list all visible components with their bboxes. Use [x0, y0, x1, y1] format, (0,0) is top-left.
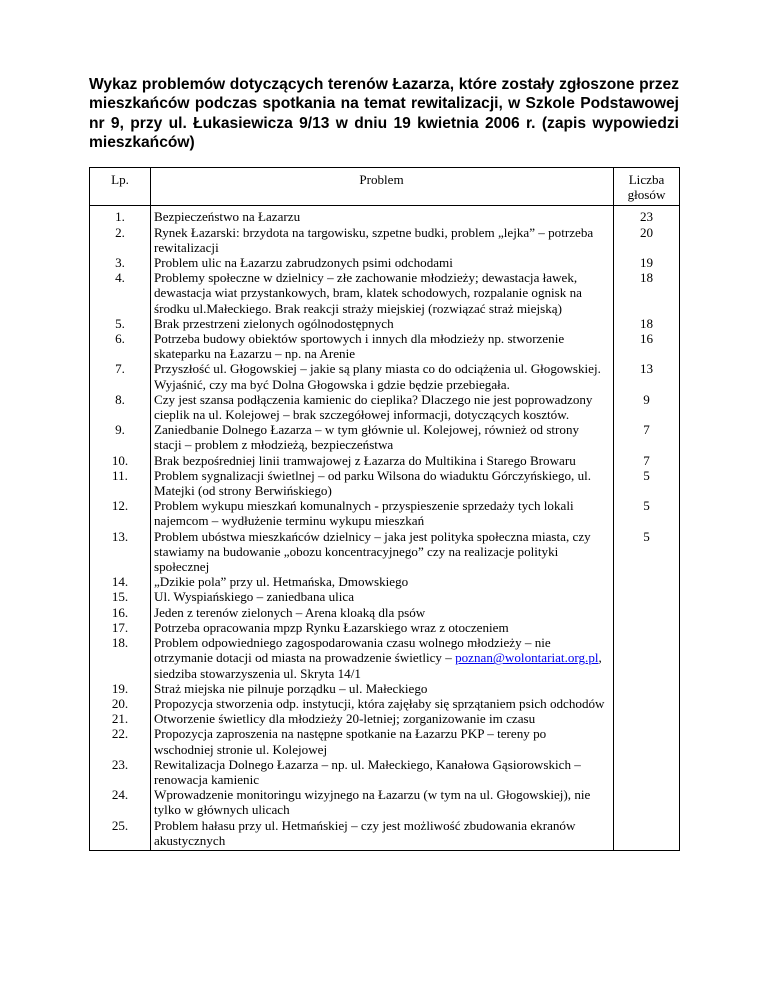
- header-lp: Lp.: [90, 168, 151, 206]
- row-problem: Problem sygnalizacji świetlnej – od parku Wilsona do wiaduktu Górczyńskiego, ul. Matejki (od strony Berwińskiego): [151, 468, 614, 498]
- table-row: [90, 818, 680, 851]
- row-vote-count: 20: [614, 225, 680, 255]
- row-number: 7.: [90, 361, 151, 391]
- row-number: 17.: [90, 620, 151, 635]
- row-number: 20.: [90, 696, 151, 711]
- row-problem: „Dzikie pola” przy ul. Hetmańska, Dmowskiego: [151, 574, 614, 589]
- row-number: 21.: [90, 711, 151, 726]
- row-number: 23.: [90, 757, 151, 787]
- table-row: [90, 589, 680, 604]
- row-vote-count: [614, 574, 680, 589]
- row-problem: Problem hałasu przy ul. Hetmańskiej – czy jest możliwość zbudowania ekranów akustycznych: [151, 818, 614, 851]
- problem-text: Problem odpowiedniego zagospodarowania czasu wolnego młodzieży – nie otrzymanie dotacji od miasta na prowadzenie świetlicy –: [154, 635, 551, 666]
- table-row: [90, 468, 680, 498]
- table-row: [90, 270, 680, 316]
- row-number: 14.: [90, 574, 151, 589]
- row-problem: Czy jest szansa podłączenia kamienic do cieplika? Dlaczego nie jest poprowadzony cieplik na ul. Kolejowej – brak szczegółowej informacji, dotyczących kosztów.: [151, 392, 614, 422]
- row-number: 6.: [90, 331, 151, 361]
- row-vote-count: [614, 757, 680, 787]
- table-row: [90, 711, 680, 726]
- row-number: 3.: [90, 255, 151, 270]
- table-row: [90, 498, 680, 528]
- table-row: [90, 422, 680, 452]
- header-problem: Problem: [151, 168, 614, 206]
- problems-table: [89, 167, 680, 851]
- document-title: Wykaz problemów dotyczących terenów Łazarza, które zostały zgłoszone przez mieszkańców podczas spotkania na temat rewitalizacji, w Szkole Podstawowej nr 9, przy ul. Łukasiewicza 9/13 w dniu 19 kwietnia 2006 r. (zapis wypowiedzi mieszkańców): [89, 76, 679, 152]
- row-number: 5.: [90, 316, 151, 331]
- row-problem: Jeden z terenów zielonych – Arena kloaką dla psów: [151, 605, 614, 620]
- header-vote-count: [614, 168, 680, 206]
- row-problem: Bezpieczeństwo na Łazarzu: [151, 206, 614, 225]
- row-number: 8.: [90, 392, 151, 422]
- row-vote-count: [614, 605, 680, 620]
- row-number: 25.: [90, 818, 151, 851]
- table-row: [90, 726, 680, 756]
- row-vote-count: [614, 681, 680, 696]
- table-row: [90, 681, 680, 696]
- header-count-line2: głosów: [627, 187, 666, 203]
- row-vote-count: 5: [614, 529, 680, 575]
- table-row: [90, 361, 680, 391]
- table-header-row: [90, 168, 680, 206]
- row-problem: Propozycja stworzenia odp. instytucji, która zajęłaby się sprzątaniem psich odchodów: [151, 696, 614, 711]
- row-vote-count: [614, 620, 680, 635]
- row-vote-count: 7: [614, 453, 680, 468]
- row-problem: Rynek Łazarski: brzydota na targowisku, szpetne budki, problem „lejka” – potrzeba rewitalizacji: [151, 225, 614, 255]
- problem-text-tail: , siedziba stowarzyszenia ul. Skryta 14/1: [154, 650, 602, 681]
- row-problem: Straż miejska nie pilnuje porządku – ul. Małeckiego: [151, 681, 614, 696]
- row-number: 16.: [90, 605, 151, 620]
- row-vote-count: 19: [614, 255, 680, 270]
- row-number: 12.: [90, 498, 151, 528]
- table-row: [90, 206, 680, 225]
- row-number: 24.: [90, 787, 151, 817]
- row-vote-count: 16: [614, 331, 680, 361]
- row-problem: Przyszłość ul. Głogowskiej – jakie są plany miasta co do odciążenia ul. Głogowskiej. Wyjaśnić, czy ma być Dolna Głogowska i gdzie będzie przebiegała.: [151, 361, 614, 391]
- row-number: 2.: [90, 225, 151, 255]
- row-problem: Zaniedbanie Dolnego Łazarza – w tym głównie ul. Kolejowej, również od strony stacji – problem z młodzieżą, bezpieczeństwa: [151, 422, 614, 452]
- row-number: 10.: [90, 453, 151, 468]
- table-row: [90, 225, 680, 255]
- table-row: [90, 574, 680, 589]
- row-problem: Potrzeba opracowania mpzp Rynku Łazarskiego wraz z otoczeniem: [151, 620, 614, 635]
- table-row: [90, 620, 680, 635]
- row-number: 13.: [90, 529, 151, 575]
- row-vote-count: [614, 726, 680, 756]
- table-row: [90, 331, 680, 361]
- row-number: 4.: [90, 270, 151, 316]
- table-row: [90, 529, 680, 575]
- row-vote-count: 5: [614, 468, 680, 498]
- table-row: [90, 453, 680, 468]
- table-row: [90, 392, 680, 422]
- row-vote-count: 7: [614, 422, 680, 452]
- row-vote-count: [614, 589, 680, 604]
- email-link[interactable]: poznan@wolontariat.org.pl: [455, 650, 599, 666]
- row-problem: Problem ubóstwa mieszkańców dzielnicy – jaka jest polityka społeczna miasta, czy stawiamy na budowanie „obozu koncentracyjnego” czy na realizacje polityki społecznej: [151, 529, 614, 575]
- header-count-line1: Liczba: [628, 172, 665, 187]
- row-problem: Brak przestrzeni zielonych ogólnodostępnych: [151, 316, 614, 331]
- table-row: [90, 757, 680, 787]
- row-problem: Brak bezpośredniej linii tramwajowej z Łazarza do Multikina i Starego Browaru: [151, 453, 614, 468]
- row-number: 15.: [90, 589, 151, 604]
- row-vote-count: 9: [614, 392, 680, 422]
- row-number: 11.: [90, 468, 151, 498]
- row-number: 18.: [90, 635, 151, 681]
- row-vote-count: 18: [614, 316, 680, 331]
- table-row: [90, 605, 680, 620]
- row-problem: Problem ulic na Łazarzu zabrudzonych psimi odchodami: [151, 255, 614, 270]
- row-problem: Problemy społeczne w dzielnicy – złe zachowanie młodzieży; dewastacja ławek, dewastacja wiat przystankowych, bram, klatek schodowych, rozpalanie ognisk na środku ul.Małeckiego. Brak reakcji straży miejskiej (rozwiązać straż miejską): [151, 270, 614, 316]
- row-number: 19.: [90, 681, 151, 696]
- row-vote-count: [614, 818, 680, 851]
- row-number: 22.: [90, 726, 151, 756]
- row-number: 9.: [90, 422, 151, 452]
- row-problem: Wprowadzenie monitoringu wizyjnego na Łazarzu (w tym na ul. Głogowskiej), nie tylko w głównych ulicach: [151, 787, 614, 817]
- row-number: 1.: [90, 206, 151, 225]
- row-vote-count: 18: [614, 270, 680, 316]
- row-vote-count: [614, 696, 680, 711]
- row-vote-count: 5: [614, 498, 680, 528]
- row-problem: Potrzeba budowy obiektów sportowych i innych dla młodzieży np. stworzenie skateparku na Łazarzu – np. na Arenie: [151, 331, 614, 361]
- table-row: [90, 635, 680, 681]
- row-problem: Otworzenie świetlicy dla młodzieży 20-letniej; zorganizowanie im czasu: [151, 711, 614, 726]
- table-row: [90, 696, 680, 711]
- row-problem: Rewitalizacja Dolnego Łazarza – np. ul. Małeckiego, Kanałowa Gąsiorowskich – renowacja kamienic: [151, 757, 614, 787]
- table-row: [90, 255, 680, 270]
- table-row: [90, 787, 680, 817]
- row-vote-count: 13: [614, 361, 680, 391]
- row-problem: Problem wykupu mieszkań komunalnych - przyspieszenie sprzedaży tych lokali najemcom – wydłużenie terminu wykupu mieszkań: [151, 498, 614, 528]
- row-problem: Ul. Wyspiańskiego – zaniedbana ulica: [151, 589, 614, 604]
- row-vote-count: [614, 711, 680, 726]
- row-vote-count: [614, 787, 680, 817]
- table-row: [90, 316, 680, 331]
- row-vote-count: 23: [614, 206, 680, 225]
- row-problem: [151, 635, 614, 681]
- row-problem: Propozycja zaproszenia na następne spotkanie na Łazarzu PKP – tereny po wschodniej stronie ul. Kolejowej: [151, 726, 614, 756]
- row-vote-count: [614, 635, 680, 681]
